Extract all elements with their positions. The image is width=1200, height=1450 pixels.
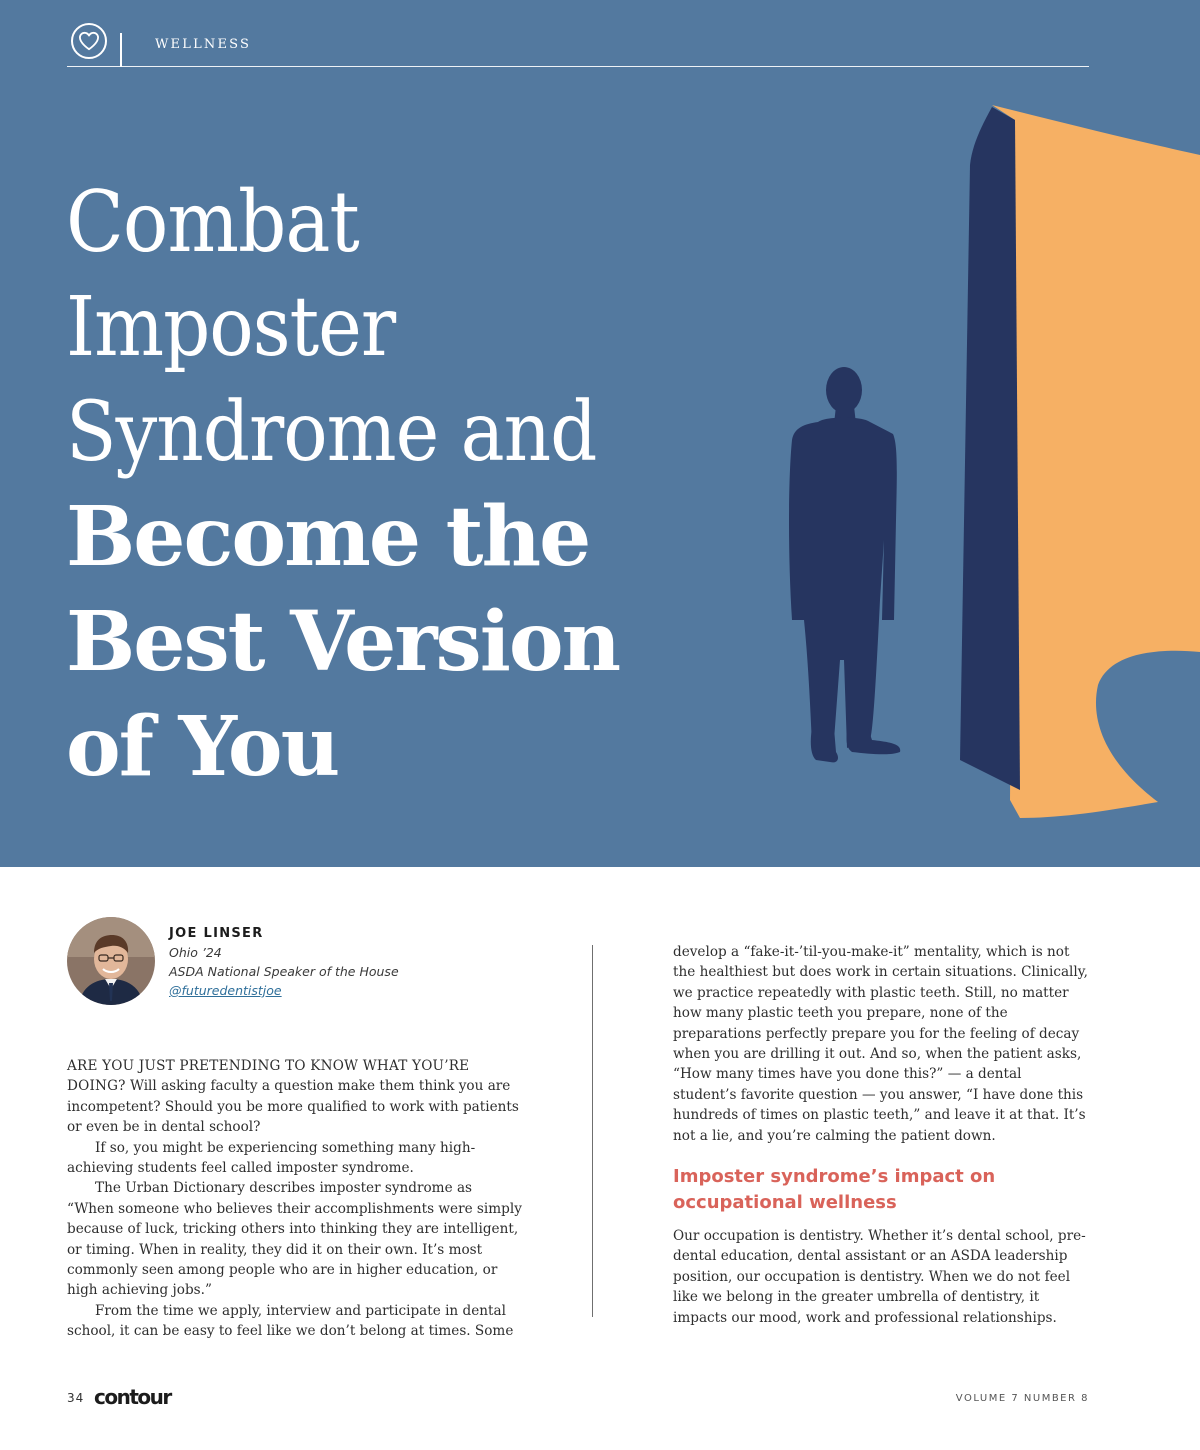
brand-logo: contour [94,1385,171,1409]
door-orange-panel [992,105,1200,818]
title-line-6: of You [66,699,339,795]
section-label: WELLNESS [155,37,252,52]
lead-in: ARE YOU JUST PRETENDING TO KNOW WHAT YOU’RE DOING? [67,1058,470,1095]
column-divider [592,945,593,1317]
article-title [66,170,619,800]
paragraph: The Urban Dictionary describes imposter syndrome as “When someone who believes their accomplishments were simply because of luck, tricking others into thinking they are intelligent, or timing. When in reality, they did it on their own. It’s most commonly seen among people who are in higher education, or high achieving jobs.” [67,1180,522,1299]
section-subheading: Imposter syndrome’s impact on occupational wellness [673,1166,996,1214]
author-social-handle-link[interactable]: @futuredentistjoe [169,983,282,998]
paragraph: develop a “fake-it-’til-you-make-it” mentality, which is not the healthiest but does work in certain situations. Clinically, we practice repeatedly with plastic teeth. Still, no matter how many plastic teeth you prepare, none of the preparations perfectly prepare you for the feeling of decay when you are drilling it out. And so, when the patient asks, “How many times have you done this?” — a dental student’s favorite question — you answer, “I have done this hundreds of times on plastic teeth,” and leave it at that. It’s not a lie, and you’re calming the patient down. [673,944,1088,1144]
door-navy-edge [960,107,1020,790]
paragraph: Our occupation is dentistry. Whether it’s dental school, pre-dental education, dental assistant or an ASDA leadership position, our occupation is dentistry. When we do not feel like we belong in the greater umbrella of dentistry, it impacts our mood, work and professional relationships. [673,1228,1086,1326]
title-line-4: Become the [66,489,590,585]
author-school: Ohio ’24 [169,945,222,960]
issue-volume: VOLUME 7 NUMBER 8 [955,1393,1089,1404]
paragraph: If so, you might be experiencing something many high-achieving students feel called imposter syndrome. [67,1139,476,1177]
article-column-right [673,942,1089,1328]
paragraph [67,1056,522,1138]
author-name: JOE LINSER [169,926,264,941]
title-line-5: Best Version [66,594,620,690]
door-figure-illustration [760,100,1200,867]
person-silhouette [789,367,900,762]
title-line-2: Imposter [66,280,396,375]
author-avatar [67,917,155,1005]
title-line-1: Combat [66,173,359,271]
paragraph: From the time we apply, interview and participate in dental school, it can be easy to feel like we don’t belong at times. Some [67,1302,514,1340]
heart-circle-icon [71,23,107,59]
header-divider [120,33,122,67]
article-column-left [67,1056,522,1342]
header-rule [67,66,1089,67]
page-number: 34 [67,1391,85,1405]
paragraph-text: Will asking faculty a question make them think you are incompetent? Should you be more qualified to work with patients or even be in dental school? [67,1078,519,1136]
author-role: ASDA National Speaker of the House [169,964,399,979]
title-line-3: Syndrome and [66,385,597,480]
